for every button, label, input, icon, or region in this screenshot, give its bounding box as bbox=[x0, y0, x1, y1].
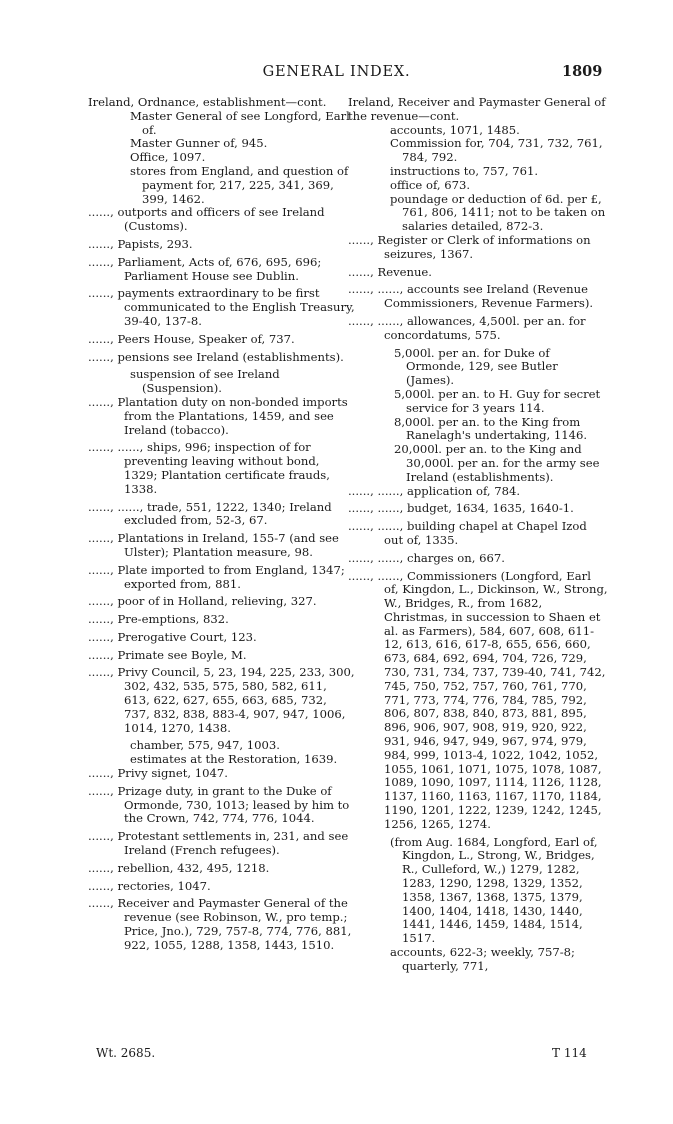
index-entry: ......, Prerogative Court, 123. bbox=[88, 629, 257, 644]
index-entry: Ireland, Ordnance, establishment—cont. bbox=[88, 95, 327, 109]
signature-mark: T 114 bbox=[552, 1046, 587, 1060]
index-subentry: accounts, 622-3; weekly, 757-8; quarterly, 771, bbox=[390, 945, 575, 973]
index-entry: ......, Plantation duty on non-bonded imports from the Plantations, 1459, and see Ireland (tobacco). bbox=[88, 394, 348, 437]
index-entry: ......, outports and officers of see Ireland (Customs). bbox=[88, 205, 325, 234]
running-title: GENERAL INDEX. bbox=[262, 64, 411, 80]
index-subentry: Master Gunner of, 945. bbox=[130, 136, 268, 151]
index-subentry: 8,000l. per an. to the King from Ranelagh's undertaking, 1146. bbox=[394, 414, 588, 443]
index-entry: ......, Parliament, Acts of, 676, 695, 696; Parliament House see Dublin. bbox=[88, 254, 322, 283]
index-column-left bbox=[88, 96, 356, 957]
index-entry: ......, Primate see Boyle, M. bbox=[88, 647, 247, 662]
index-entry: ......, Plantations in Ireland, 155-7 (and see Ulster); Plantation measure, 98. bbox=[88, 531, 339, 559]
index-subentry: accounts, 1071, 1485. bbox=[390, 122, 520, 137]
index-entry: ......, Revenue. bbox=[348, 264, 432, 279]
index-entry: ......, ......, charges on, 667. bbox=[348, 550, 505, 565]
index-entry: ......, poor of in Holland, relieving, 327. bbox=[88, 594, 317, 609]
index-entry: ......, Pre-emptions, 832. bbox=[88, 612, 229, 627]
index-entry: ......, Receiver and Paymaster General of the revenue (see Robinson, W., pro temp.; Price, Jno.), 729, 757-8, 774, 776, 881, 922, 1055, 1288, 1358, 1443, 1510. bbox=[88, 896, 352, 952]
index-entry: ......, Prizage duty, in grant to the Duke of Ormonde, 730, 1013; leased by him to the Crown, 742, 774, 776, 1044. bbox=[88, 783, 350, 826]
index-entry: ......, Register or Clerk of informations on seizures, 1367. bbox=[348, 232, 591, 261]
index-entry: ......, Papists, 293. bbox=[88, 236, 193, 251]
index-subentry: stores from England, and question of payment for, 217, 225, 341, 369, 399, 1462. bbox=[130, 163, 349, 206]
index-entry: ......, pensions see Ireland (establishments). bbox=[88, 349, 344, 364]
index-subentry: 5,000l. per an. to H. Guy for secret service for 3 years 114. bbox=[394, 386, 601, 415]
index-entry: ......, ......, budget, 1634, 1635, 1640-1. bbox=[348, 501, 574, 516]
index-subentry: instructions to, 757, 761. bbox=[390, 163, 539, 178]
index-subentry: chamber, 575, 947, 1003. bbox=[130, 738, 280, 753]
index-subentry: Office, 1097. bbox=[130, 150, 206, 165]
index-subentry: Master General of see Longford, Earl of. bbox=[130, 108, 350, 137]
index-subentry: estimates at the Restoration, 1639. bbox=[130, 752, 338, 767]
index-subentry: 20,000l. per an. to the King and 30,000l. per an. for the army see Ireland (establishments). bbox=[394, 442, 600, 484]
index-entry: ......, ......, building chapel at Chapel Izod out of, 1335. bbox=[348, 519, 587, 547]
index-subentry: Commission for, 704, 731, 732, 761, 784, 792. bbox=[390, 136, 603, 165]
index-entry: ......, ......, trade, 551, 1222, 1340; Ireland excluded from, 52-3, 67. bbox=[88, 499, 332, 528]
page-number: 1809 bbox=[562, 63, 603, 80]
index-entry: ......, rebellion, 432, 495, 1218. bbox=[88, 860, 270, 875]
print-code: Wt. 2685. bbox=[96, 1046, 156, 1060]
index-subentry: 5,000l. per an. for Duke of Ormonde, 129, see Butler (James). bbox=[394, 345, 558, 388]
index-entry: Ireland, Receiver and Paymaster General of the revenue—cont. bbox=[348, 95, 606, 123]
index-entry: ......, rectories, 1047. bbox=[88, 878, 211, 893]
index-subentry: (from Aug. 1684, Longford, Earl of, Kingdon, L., Strong, W., Bridges, R., Culleford, W.,) 1279, 1282, 1283, 1290, 1298, 1329, 1352, 1358, 1367, 1368, 1375, 1379, 1400, 1404, 1418, 1430, 1440, 1441, 1446, 1459, 1484, 1514, 1517. bbox=[390, 834, 598, 946]
index-subentry: poundage or deduction of 6d. per £, 761, 806, 1411; not to be taken on salaries detailed, 872-3. bbox=[390, 191, 606, 234]
index-column-right bbox=[348, 96, 608, 974]
index-entry: ......, Protestant settlements in, 231, and see Ireland (French refugees). bbox=[88, 829, 349, 858]
index-entry: ......, payments extraordinary to be first communicated to the English Treasury, 39-40, 137-8. bbox=[88, 286, 355, 328]
index-entry: ......, Peers House, Speaker of, 737. bbox=[88, 331, 295, 346]
index-entry: ......, ......, Commissioners (Longford, Earl of, Kingdon, L., Dickinson, W., Strong, W., Bridges, R., from 1682, Christmas, in succession to Shaen et al. as Farmers), 584, 607, 608, 611-12, 613, 616, 617-8, 655, 656, 660, 673, 684, 692, 694, 704, 726, 729, 730, 731, 734, 737, 739-40, 741, 742, 745, 750, 752, 757, 760, 761, 770, 771, 773, 774, 776, 784, 785, 792, 806, 807, 838, 840, 873, 881, 895, 896, 906, 907, 908, 919, 920, 922, 931, 946, 947, 949, 967, 974, 979, 984, 999, 1013-4, 1022, 1042, 1052, 1055, 1061, 1071, 1075, 1078, 1087, 1089, 1090, 1097, 1114, 1126, 1128, 1137, 1160, 1163, 1167, 1170, 1184, 1190, 1201, 1222, 1239, 1242, 1245, 1256, 1265, 1274. bbox=[348, 568, 608, 831]
index-entry: ......, Privy Council, 5, 23, 194, 225, 233, 300, 302, 432, 535, 575, 580, 582, 611, 613, 622, 627, 655, 663, 685, 732, 737, 832, 838, 883-4, 907, 947, 1006, 1014, 1270, 1438. bbox=[88, 665, 355, 735]
index-entry: ......, ......, ships, 996; inspection of for preventing leaving without bond, 1329; Plantation certificate frauds, 1338. bbox=[88, 440, 330, 496]
index-subentry: suspension of see Ireland (Suspension). bbox=[130, 367, 280, 396]
index-entry: ......, Privy signet, 1047. bbox=[88, 766, 228, 781]
index-entry: ......, ......, accounts see Ireland (Revenue Commissioners, Revenue Farmers). bbox=[348, 282, 594, 311]
index-entry: ......, Plate imported to from England, 1347; exported from, 881. bbox=[88, 562, 345, 591]
index-entry: ......, ......, application of, 784. bbox=[348, 483, 521, 498]
index-subentry: office of, 673. bbox=[390, 177, 471, 192]
index-entry: ......, ......, allowances, 4,500l. per an. for concordatums, 575. bbox=[348, 313, 586, 342]
